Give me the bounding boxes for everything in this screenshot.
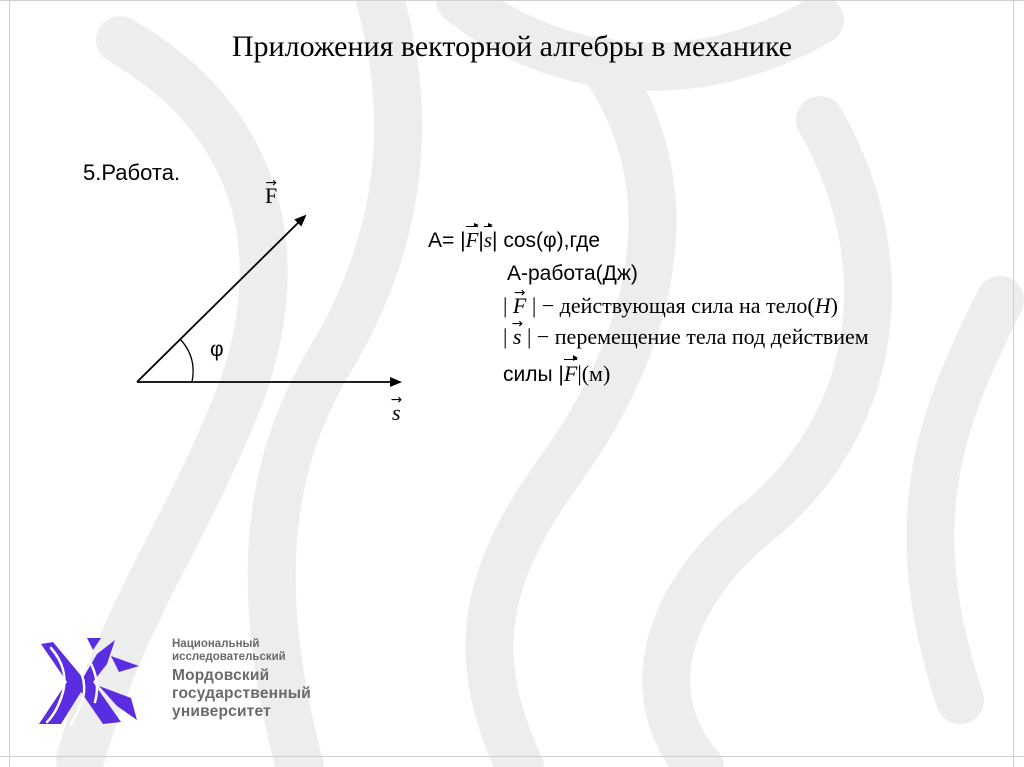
slide-title: Приложения векторной алгебры в механике bbox=[231, 30, 793, 63]
formula-line-4: | → s | − перемещение тела под действием bbox=[503, 324, 869, 350]
force-label: → F bbox=[265, 183, 277, 209]
formula-line-3: | → F | − действующая сила на тело(H) bbox=[503, 293, 838, 319]
formula-line-2: А-работа(Дж) bbox=[507, 262, 638, 285]
university-name-line-2: исследовательский bbox=[172, 651, 286, 664]
section-label: 5.Работа. bbox=[83, 160, 181, 185]
university-name-line-4: государственный bbox=[172, 685, 311, 703]
angle-arc bbox=[180, 339, 193, 382]
university-name-line-3: Мордовский bbox=[172, 667, 270, 685]
displacement-label: → s bbox=[392, 400, 401, 426]
formula-line-5: силы |F|(м) bbox=[503, 361, 611, 386]
university-name-line-1: Национальный bbox=[172, 638, 260, 650]
angle-label: φ bbox=[210, 338, 224, 361]
formula-line-1: A= |F|s| cos(φ),где bbox=[428, 228, 601, 252]
university-name-line-5: университет bbox=[172, 703, 271, 721]
university-name bbox=[172, 638, 311, 721]
university-logo bbox=[37, 636, 141, 728]
